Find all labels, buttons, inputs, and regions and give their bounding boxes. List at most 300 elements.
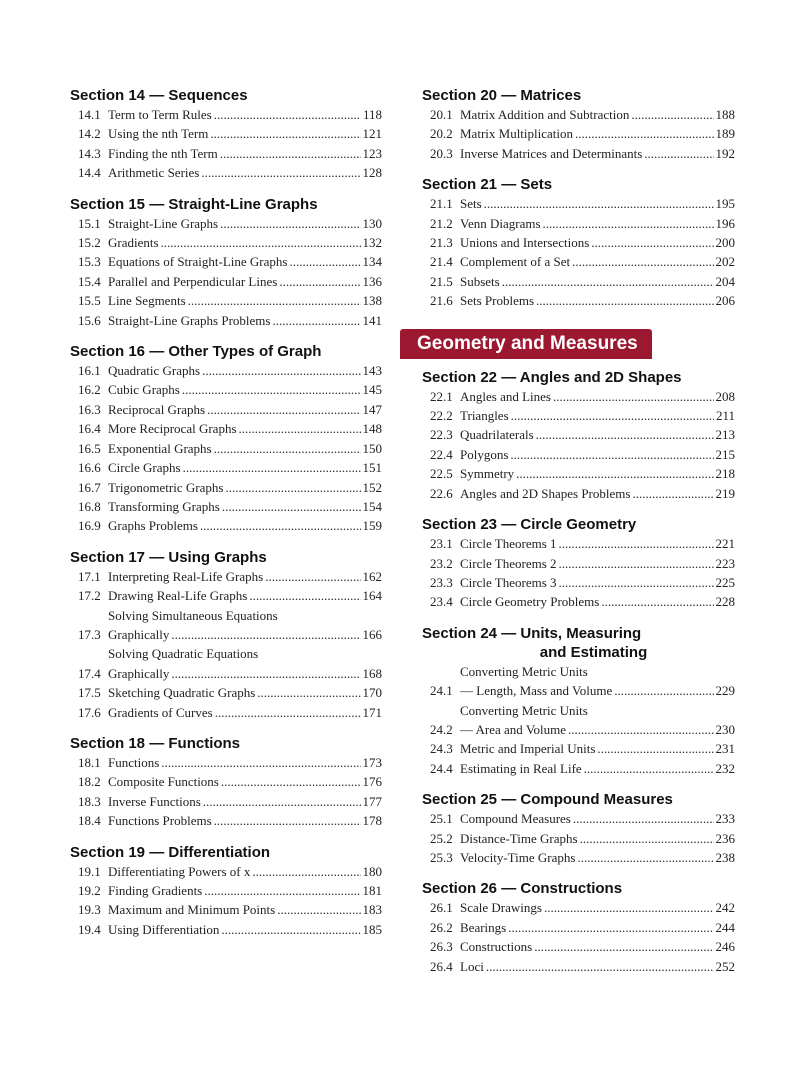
- toc-entry[interactable]: [422, 898, 735, 917]
- toc-entry[interactable]: [70, 272, 382, 291]
- entry-last-line: [108, 625, 382, 644]
- toc-entry[interactable]: [70, 252, 382, 271]
- toc-entry[interactable]: [422, 759, 735, 778]
- entry-body: [460, 425, 735, 444]
- dot-leader: [543, 214, 714, 233]
- entry-title: Polygons: [460, 446, 509, 462]
- entry-number: 23.1: [430, 536, 453, 552]
- dot-leader: [584, 759, 714, 778]
- entry-body: [460, 937, 735, 956]
- toc-entry[interactable]: [70, 516, 382, 535]
- dot-leader: [575, 124, 713, 143]
- toc-entry[interactable]: [422, 848, 735, 867]
- entry-page: 231: [715, 741, 735, 757]
- entry-title: Quadratic Graphs: [108, 363, 201, 379]
- entry-page: 141: [362, 312, 382, 328]
- entry-number: 18.4: [78, 813, 101, 829]
- dot-leader: [202, 361, 360, 380]
- section-title: Section 25 — Compound Measures: [422, 791, 673, 809]
- entry-body: [460, 291, 735, 310]
- toc-entry[interactable]: [70, 567, 382, 586]
- toc-entry[interactable]: [70, 144, 382, 163]
- entry-page: 218: [715, 466, 735, 482]
- entry-title: Interpreting Real-Life Graphs: [108, 568, 264, 584]
- entry-body: [460, 105, 735, 124]
- entry-page: 170: [362, 685, 382, 701]
- entry-body: [108, 419, 382, 438]
- dot-leader: [249, 586, 360, 605]
- entry-body: [108, 703, 382, 722]
- entry-page: 168: [362, 665, 382, 681]
- entry-number: 19.3: [78, 902, 101, 918]
- toc-entry[interactable]: [70, 811, 382, 830]
- entry-page: 128: [362, 165, 382, 181]
- entry-title: Term to Term Rules: [108, 107, 212, 122]
- dot-leader: [215, 703, 361, 722]
- entry-title: Metric and Imperial Units: [460, 741, 596, 757]
- entry-page: 206: [715, 293, 735, 309]
- entry-number: 21.3: [430, 235, 453, 251]
- toc-entry[interactable]: [422, 592, 735, 611]
- toc-entry[interactable]: [422, 144, 735, 163]
- toc-entry[interactable]: [422, 291, 735, 310]
- dot-leader: [644, 144, 713, 163]
- entry-body: [108, 567, 382, 586]
- dot-leader: [161, 233, 361, 252]
- entry-number: 16.3: [78, 401, 101, 417]
- entry-number: 19.4: [78, 921, 101, 937]
- toc-entry[interactable]: [422, 739, 735, 758]
- entry-number: 25.3: [430, 849, 453, 865]
- dot-leader: [289, 252, 360, 271]
- entry-page: 195: [715, 196, 735, 212]
- entry-body: [108, 311, 382, 330]
- entry-body: [460, 484, 735, 503]
- entry-title: Scale Drawings: [460, 900, 542, 916]
- toc-entry[interactable]: [422, 233, 735, 252]
- entry-body: [108, 361, 382, 380]
- dot-leader: [568, 720, 713, 739]
- toc-entry[interactable]: [422, 272, 735, 291]
- toc-entry[interactable]: [70, 900, 382, 919]
- toc-entry[interactable]: [70, 586, 382, 605]
- dot-leader: [204, 881, 360, 900]
- entry-title: Circle Graphs: [108, 460, 181, 476]
- entry-page: 221: [715, 536, 735, 552]
- toc-entry[interactable]: [70, 124, 382, 143]
- spacer: [422, 163, 735, 175]
- entry-page: 178: [362, 813, 382, 829]
- dot-leader: [225, 478, 360, 497]
- dot-leader: [577, 848, 713, 867]
- spacer: [70, 831, 382, 843]
- entry-page: 130: [362, 215, 382, 231]
- toc-entry[interactable]: [70, 439, 382, 458]
- entry-title: Gradients: [108, 235, 159, 251]
- toc-entry[interactable]: [70, 792, 382, 811]
- entry-body: [460, 898, 735, 917]
- entry-number: 21.1: [430, 196, 453, 212]
- entry-title: Velocity-Time Graphs: [460, 849, 576, 865]
- entry-number: 26.1: [430, 900, 453, 916]
- toc-entry[interactable]: [70, 606, 382, 645]
- section-heading: [422, 175, 735, 194]
- entry-number: 18.1: [78, 754, 101, 770]
- dot-leader: [265, 567, 360, 586]
- toc-entry[interactable]: [422, 809, 735, 828]
- entry-page: 236: [715, 830, 735, 846]
- toc-entry[interactable]: [70, 683, 382, 702]
- entry-body: [108, 291, 382, 310]
- entry-number: 16.8: [78, 498, 101, 514]
- entry-title-line2: — Area and Volume: [460, 721, 567, 737]
- entry-last-line: [108, 664, 382, 683]
- entry-body: [108, 380, 382, 399]
- entry-title: Matrix Multiplication: [460, 126, 574, 142]
- entry-body: [108, 400, 382, 419]
- entry-page: 196: [715, 215, 735, 231]
- toc-entry[interactable]: [70, 105, 382, 124]
- dot-leader: [252, 862, 360, 881]
- dot-leader: [534, 937, 713, 956]
- entry-page: 164: [362, 588, 382, 604]
- entry-page: 232: [715, 760, 735, 776]
- dot-leader: [536, 291, 713, 310]
- entry-body: [108, 516, 382, 535]
- entry-body: [108, 586, 382, 605]
- entry-title: Parallel and Perpendicular Lines: [108, 273, 278, 289]
- entry-body: [108, 144, 382, 163]
- dot-leader: [508, 918, 713, 937]
- entry-page: 150: [362, 440, 382, 456]
- dot-leader: [257, 683, 360, 702]
- dot-leader: [201, 163, 360, 182]
- entry-number: 24.4: [430, 760, 453, 776]
- toc-entry[interactable]: [70, 478, 382, 497]
- dot-leader: [221, 772, 361, 791]
- spacer: [422, 311, 735, 329]
- entry-body: [108, 163, 382, 182]
- entry-body: [460, 848, 735, 867]
- entry-number: 24.1: [430, 683, 453, 699]
- toc-entry[interactable]: [70, 311, 382, 330]
- toc-entry[interactable]: [70, 163, 382, 182]
- entry-body: [108, 753, 382, 772]
- entry-title: Differentiating Powers of x: [108, 863, 251, 879]
- entry-number: 25.1: [430, 811, 453, 827]
- entry-title: Circle Geometry Problems: [460, 594, 600, 610]
- dot-leader: [239, 419, 361, 438]
- entry-title: Compound Measures: [460, 811, 571, 827]
- entry-page: 151: [362, 460, 382, 476]
- entry-number: 15.2: [78, 235, 101, 251]
- dot-leader: [214, 105, 361, 124]
- entry-body: [108, 862, 382, 881]
- entry-title: Circle Theorems 3: [460, 574, 557, 590]
- entry-title: Converting Metric Units: [460, 663, 588, 679]
- entry-page: 154: [362, 498, 382, 514]
- entry-page: 200: [715, 235, 735, 251]
- toc-entry[interactable]: [70, 233, 382, 252]
- section-title: Section 21 — Sets: [422, 176, 553, 194]
- entry-number: 16.5: [78, 440, 101, 456]
- section-title: Section 16 — Other Types of Graph: [70, 343, 322, 361]
- entry-title: Symmetry: [460, 466, 515, 482]
- entry-body: [460, 124, 735, 143]
- dot-leader: [484, 194, 714, 213]
- dot-leader: [279, 272, 360, 291]
- dot-leader: [210, 124, 360, 143]
- toc-entry[interactable]: [422, 445, 735, 464]
- toc-entry[interactable]: [422, 194, 735, 213]
- entry-page: 118: [362, 107, 382, 122]
- entry-number: 25.2: [430, 830, 453, 846]
- toc-entry[interactable]: [422, 937, 735, 956]
- entry-number: 23.4: [430, 594, 453, 610]
- entry-number: 21.6: [430, 293, 453, 309]
- entry-number: 18.2: [78, 774, 101, 790]
- dot-leader: [220, 214, 360, 233]
- entry-title: Finding the nth Term: [108, 145, 218, 161]
- toc-entry[interactable]: [70, 400, 382, 419]
- toc-entry[interactable]: [422, 573, 735, 592]
- entry-number: 14.1: [78, 107, 101, 122]
- toc-entry[interactable]: [70, 703, 382, 722]
- toc-entry[interactable]: [70, 920, 382, 939]
- entry-title: Transforming Graphs: [108, 498, 220, 514]
- toc-entry[interactable]: [70, 380, 382, 399]
- entry-body: [108, 920, 382, 939]
- entry-page: 134: [362, 254, 382, 270]
- entry-page: 176: [362, 774, 382, 790]
- entry-number: 14.3: [78, 145, 101, 161]
- section-title: Section 15 — Straight-Line Graphs: [70, 195, 318, 213]
- entry-number: 22.2: [430, 408, 453, 424]
- toc-entry[interactable]: [422, 701, 735, 740]
- entry-page: 180: [362, 863, 382, 879]
- toc-entry[interactable]: [70, 458, 382, 477]
- entry-page: 138: [362, 293, 382, 309]
- spacer: [422, 503, 735, 515]
- entry-body: [108, 683, 382, 702]
- toc-entry[interactable]: [422, 214, 735, 233]
- entry-body: [108, 458, 382, 477]
- entry-title: Solving Simultaneous Equations: [108, 607, 278, 623]
- entry-body: [460, 252, 735, 271]
- toc-entry[interactable]: [70, 753, 382, 772]
- entry-body: [460, 759, 735, 778]
- dot-leader: [277, 900, 360, 919]
- toc-entry[interactable]: [422, 534, 735, 553]
- entry-number: 17.5: [78, 685, 101, 701]
- toc-entry[interactable]: [70, 881, 382, 900]
- entry-title: Trigonometric Graphs: [108, 479, 224, 495]
- entry-body: [108, 105, 382, 124]
- entry-title: Gradients of Curves: [108, 704, 213, 720]
- toc-entry[interactable]: [70, 361, 382, 380]
- entry-body: [460, 739, 735, 758]
- entry-title: Inverse Matrices and Determinants: [460, 145, 643, 161]
- entry-title: Finding Gradients: [108, 883, 203, 898]
- section-heading: [422, 368, 735, 387]
- dot-leader: [272, 311, 360, 330]
- entry-title: Unions and Intersections: [460, 235, 590, 251]
- toc-entry[interactable]: [70, 497, 382, 516]
- entry-number: 24.3: [430, 741, 453, 757]
- dot-leader: [536, 425, 714, 444]
- entry-page: 192: [715, 145, 735, 161]
- entry-number: 17.1: [78, 568, 101, 584]
- entry-body: [108, 272, 382, 291]
- entry-title: Loci: [460, 958, 484, 974]
- entry-number: 22.5: [430, 466, 453, 482]
- entry-number: 18.3: [78, 793, 101, 809]
- entry-body: [460, 554, 735, 573]
- entry-title: Reciprocal Graphs: [108, 401, 206, 417]
- entry-number: 16.2: [78, 382, 101, 398]
- entry-number: 22.4: [430, 446, 453, 462]
- dot-leader: [559, 534, 714, 553]
- toc-entry[interactable]: [70, 419, 382, 438]
- toc-entry[interactable]: [70, 291, 382, 310]
- entry-number: 16.1: [78, 363, 101, 379]
- entry-body: [108, 644, 382, 683]
- entry-body: [108, 478, 382, 497]
- entry-page: 185: [362, 921, 382, 937]
- entry-number: 26.4: [430, 958, 453, 974]
- entry-title: Subsets: [460, 273, 500, 289]
- entry-page: 228: [715, 594, 735, 610]
- entry-body: [460, 829, 735, 848]
- section-heading: [70, 342, 382, 361]
- entry-number: 15.3: [78, 254, 101, 270]
- entry-page: 183: [362, 902, 382, 918]
- toc-entry[interactable]: [422, 464, 735, 483]
- entry-lines: [108, 606, 382, 645]
- dot-leader: [182, 380, 361, 399]
- section-title-line2: and Estimating: [539, 643, 648, 661]
- toc-entry[interactable]: [422, 554, 735, 573]
- spacer: [70, 330, 382, 342]
- dot-leader: [502, 272, 714, 291]
- toc-entry[interactable]: [422, 918, 735, 937]
- dot-leader: [203, 792, 361, 811]
- dot-leader: [597, 739, 713, 758]
- entry-title: More Reciprocal Graphs: [108, 421, 237, 437]
- entry-page: 166: [362, 626, 382, 642]
- dot-leader: [559, 554, 714, 573]
- section-heading: [422, 86, 735, 105]
- dot-leader: [200, 516, 361, 535]
- toc-entry[interactable]: [70, 644, 382, 683]
- dot-leader: [516, 464, 713, 483]
- entry-page: 213: [715, 427, 735, 443]
- entry-number: 16.4: [78, 421, 101, 437]
- entry-body: [460, 194, 735, 213]
- entry-page: 225: [715, 574, 735, 590]
- entry-title-line2: — Length, Mass and Volume: [460, 683, 613, 699]
- section-title: Section 23 — Circle Geometry: [422, 516, 637, 534]
- entry-number: 21.2: [430, 215, 453, 231]
- entry-title: Maximum and Minimum Points: [108, 902, 276, 918]
- toc-entry[interactable]: [422, 484, 735, 503]
- toc-entry[interactable]: [422, 124, 735, 143]
- section-title: Section 19 — Differentiation: [70, 843, 271, 861]
- entry-body: [108, 811, 382, 830]
- entry-body: [108, 772, 382, 791]
- entry-title: Exponential Graphs: [108, 440, 212, 456]
- entry-number: 19.1: [78, 863, 101, 879]
- section-title: Section 22 — Angles and 2D Shapes: [422, 368, 682, 386]
- toc-entry[interactable]: [422, 829, 735, 848]
- toc-entry[interactable]: [70, 772, 382, 791]
- toc-entry[interactable]: [422, 105, 735, 124]
- entry-title: Triangles: [460, 408, 509, 424]
- entry-number: 14.4: [78, 165, 101, 181]
- entry-number: 15.6: [78, 312, 101, 328]
- toc-entry[interactable]: [422, 957, 735, 976]
- toc-entry[interactable]: [70, 214, 382, 233]
- toc-entry[interactable]: [422, 252, 735, 271]
- entry-number: 16.7: [78, 479, 101, 495]
- entry-number: 23.3: [430, 574, 453, 590]
- entry-number: 15.5: [78, 293, 101, 309]
- entry-title: Complement of a Set: [460, 254, 571, 270]
- entry-page: 147: [362, 401, 382, 417]
- entry-page: 188: [715, 107, 735, 122]
- entry-body: [108, 124, 382, 143]
- entry-body: [460, 701, 735, 740]
- entry-page: 204: [715, 273, 735, 289]
- entry-number: 15.4: [78, 273, 101, 289]
- section-title: Section 20 — Matrices: [422, 87, 582, 104]
- toc-entry[interactable]: [422, 662, 735, 701]
- entry-title: Converting Metric Units: [460, 702, 588, 718]
- entry-page: 215: [715, 446, 735, 462]
- dot-leader: [171, 625, 360, 644]
- entry-title: Inverse Functions: [108, 793, 201, 809]
- toc-entry[interactable]: [422, 425, 735, 444]
- entry-body: [108, 497, 382, 516]
- entry-body: [108, 900, 382, 919]
- entry-title: Circle Theorems 2: [460, 555, 557, 571]
- toc-entry[interactable]: [422, 406, 735, 425]
- entry-title: Using the nth Term: [108, 126, 209, 142]
- section-title: Section 18 — Functions: [70, 734, 241, 752]
- entry-number: 22.1: [430, 388, 453, 404]
- entry-number: 20.2: [430, 126, 453, 142]
- entry-title-line2: Graphically: [108, 626, 170, 642]
- dot-leader: [573, 809, 714, 828]
- entry-title: Line Segments: [108, 293, 186, 309]
- entry-title: Equations of Straight-Line Graphs: [108, 254, 288, 270]
- dot-leader: [171, 664, 360, 683]
- toc-entry[interactable]: [70, 862, 382, 881]
- entry-body: [460, 573, 735, 592]
- entry-page: 202: [715, 254, 735, 270]
- entry-title: Venn Diagrams: [460, 215, 541, 231]
- dot-leader: [511, 406, 714, 425]
- entry-number: 20.1: [430, 107, 453, 122]
- entry-number: 16.9: [78, 518, 101, 534]
- entry-title: Composite Functions: [108, 774, 219, 790]
- entry-body: [460, 592, 735, 611]
- toc-entry[interactable]: [422, 387, 735, 406]
- section-heading: [422, 515, 735, 534]
- dot-leader: [207, 400, 360, 419]
- entry-page: 244: [715, 919, 735, 935]
- entry-body: [460, 445, 735, 464]
